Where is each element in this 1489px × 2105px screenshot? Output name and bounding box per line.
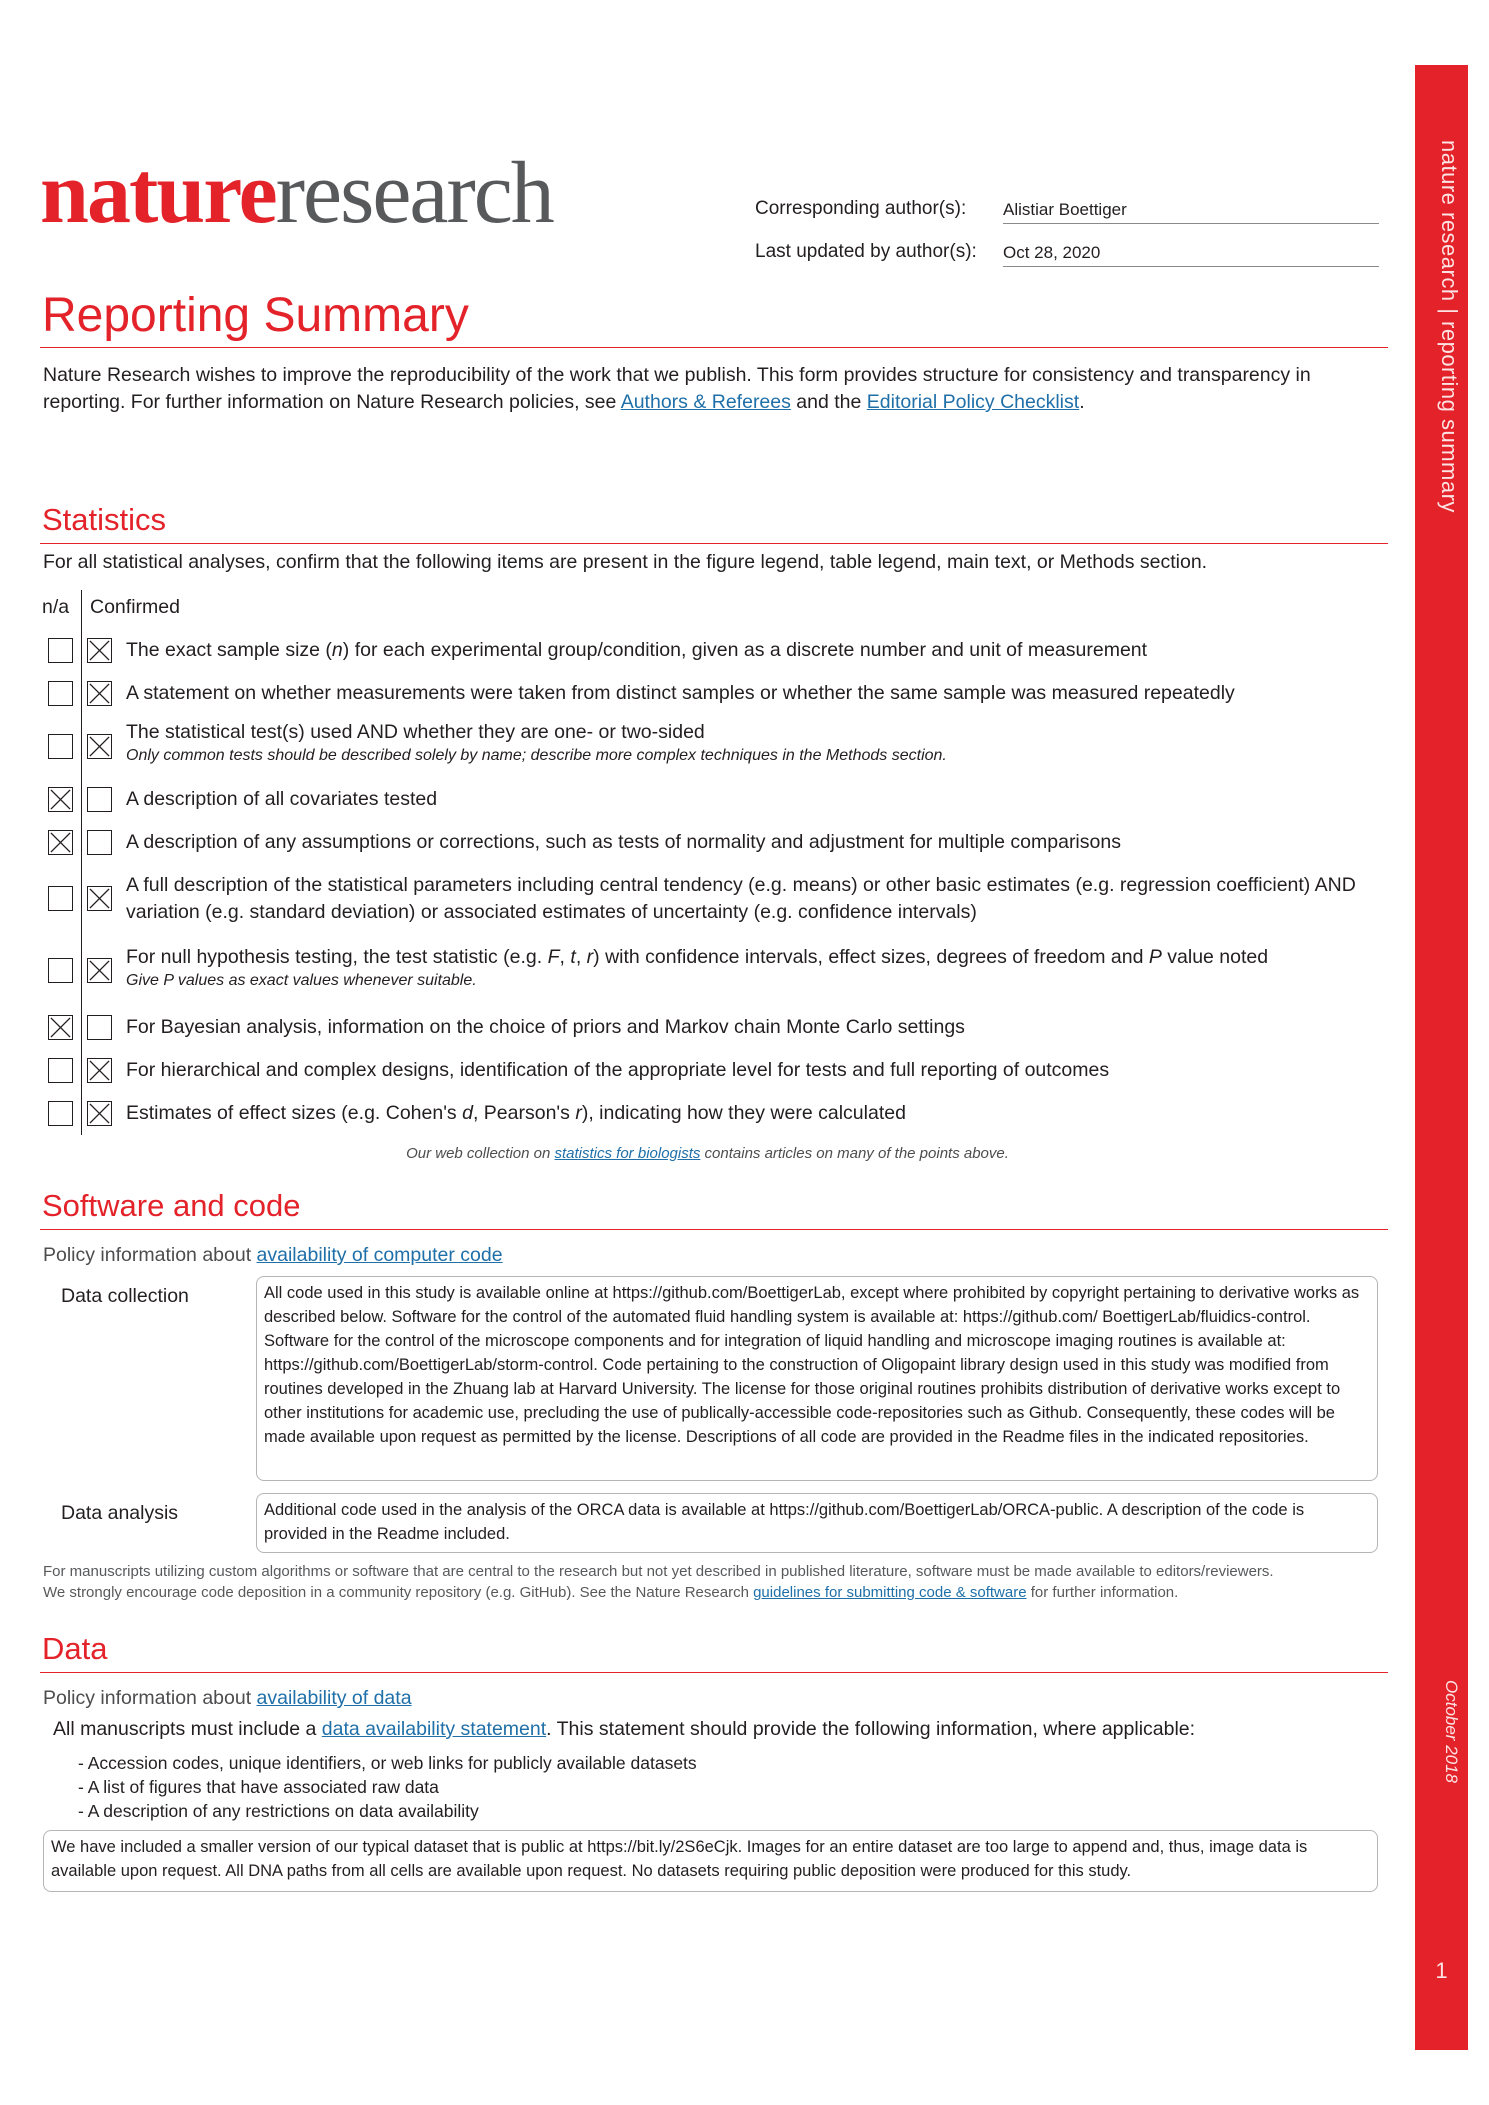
authors-referees-link[interactable]: Authors & Referees bbox=[620, 391, 791, 413]
confirmed-checkbox[interactable] bbox=[87, 734, 112, 759]
checklist-item: For hierarchical and complex designs, identification of the appropriate level for tests and full reporting of outcomes bbox=[126, 1059, 1110, 1081]
last-updated-label: Last updated by author(s): bbox=[755, 241, 977, 262]
column-na: n/a bbox=[42, 596, 70, 618]
checklist-item: A description of any assumptions or corrections, such as tests of normality and adjustment for multiple comparisons bbox=[126, 831, 1121, 853]
data-policy: Policy information about availability of data bbox=[43, 1687, 412, 1709]
confirmed-checkbox[interactable] bbox=[87, 681, 112, 706]
checklist-item: A full description of the statistical parameters including central tendency (e.g. means) or other basic estimates (e.g. regression coefficient) AND variation (e.g. standard deviation) or associated estimates of uncertainty (e.g. confidence intervals) bbox=[126, 874, 1356, 923]
data-divider bbox=[40, 1672, 1388, 1673]
na-checkbox[interactable] bbox=[48, 830, 73, 855]
page-title: Reporting Summary bbox=[42, 289, 469, 342]
confirmed-checkbox[interactable] bbox=[87, 958, 112, 983]
na-checkbox[interactable] bbox=[48, 734, 73, 759]
na-checkbox[interactable] bbox=[48, 886, 73, 911]
sidebar-title: nature research | reporting summary bbox=[1437, 140, 1462, 513]
code-guidelines-link[interactable]: guidelines for submitting code & software bbox=[753, 1584, 1027, 1601]
confirmed-checkbox[interactable] bbox=[87, 1058, 112, 1083]
software-footnote: For manuscripts utilizing custom algorithms or software that are central to the research but not yet described in published literature, software must be made available to editors/reviewers. We strongly encourage code deposition in a community repository (e.g. GitHub). See the Nature Research guidelines for submitting code & software for further information. bbox=[43, 1563, 1274, 1601]
checklist-item-note: Give P values as exact values whenever suitable. bbox=[126, 972, 477, 989]
data-availability-intro: All manuscripts must include a data availability statement. This statement should provide the following information, where applicable: bbox=[53, 1718, 1196, 1740]
checkmark-x-icon bbox=[49, 788, 72, 811]
data-availability-field[interactable]: We have included a smaller version of our typical dataset that is public at https://bit.ly/2S6eCjk. Images for an entire dataset are too large to append and, thus, image data is available upon request. All DNA paths from all cells are available upon request. No datasets requiring public deposition were produced for this study. bbox=[43, 1830, 1378, 1892]
checklist-item: For null hypothesis testing, the test statistic (e.g. F, t, r) with confidence intervals, effect sizes, degrees of freedom and P value noted Give P values as exact values whenever suitable. bbox=[126, 944, 1386, 991]
checkmark-x-icon bbox=[88, 639, 111, 662]
checklist-item: Estimates of effect sizes (e.g. Cohen's d, Pearson's r), indicating how they were calculated bbox=[126, 1102, 906, 1124]
na-checkbox[interactable] bbox=[48, 1058, 73, 1083]
na-checkbox[interactable] bbox=[48, 638, 73, 663]
software-heading: Software and code bbox=[42, 1188, 301, 1223]
data-bullet-item: - A list of figures that have associated raw data bbox=[78, 1777, 439, 1797]
confirmed-checkbox[interactable] bbox=[87, 787, 112, 812]
data-collection-field[interactable]: All code used in this study is available online at https://github.com/BoettigerLab, except where prohibited by copyright pertaining to derivative works as described below. Software for the control of the automated fluid handling system is available at: https://github.com/ BoettigerLab/fluidics-control. Software for the control of the microscope components and for integration of liquid handling and microscope imaging routines is available at: https://github.com/BoettigerLab/storm-control. Code pertaining to the construction of Oligopaint library design used in this study was modified from routines developed in the Zhuang lab at Harvard University. The license for those original routines prohibits distribution of derivative works except to other institutions for academic use, precluding the use of publically-accessible code-repositories such as Github. Consequently, these codes will be made available upon request as permitted by the license. Descriptions of all code are provided in the Readme files in the indicated repositories. bbox=[256, 1276, 1378, 1481]
na-checkbox[interactable] bbox=[48, 681, 73, 706]
checklist-item: The statistical test(s) used AND whether they are one- or two-sided Only common tests should be described solely by name; describe more complex techniques in the Methods section. bbox=[126, 719, 1386, 766]
software-policy: Policy information about availability of computer code bbox=[43, 1244, 503, 1266]
confirmed-checkbox[interactable] bbox=[87, 830, 112, 855]
sidebar-date: October 2018 bbox=[1442, 1680, 1461, 1784]
last-updated-field[interactable]: Oct 28, 2020 bbox=[1003, 243, 1379, 267]
statistics-divider bbox=[40, 543, 1388, 544]
checkmark-x-icon bbox=[88, 682, 111, 705]
checklist-column-divider bbox=[81, 590, 82, 1135]
data-analysis-field[interactable]: Additional code used in the analysis of the ORCA data is available at https://github.com/BoettigerLab/ORCA-public. A description of the code is provided in the Readme included. bbox=[256, 1493, 1378, 1553]
checklist-item: For Bayesian analysis, information on the choice of priors and Markov chain Monte Carlo settings bbox=[126, 1016, 965, 1038]
checkmark-x-icon bbox=[49, 831, 72, 854]
data-heading: Data bbox=[42, 1631, 108, 1666]
intro-paragraph: Nature Research wishes to improve the reproducibility of the work that we publish. This form provides structure for consistency and transparency in reporting. For further information on Nature Research policies, see Authors & Referees and the Editorial Policy Checklist. bbox=[43, 364, 1311, 413]
checklist-item: A description of all covariates tested bbox=[126, 788, 438, 810]
corresponding-author-field[interactable]: Alistiar Boettiger bbox=[1003, 200, 1379, 224]
na-checkbox[interactable] bbox=[48, 958, 73, 983]
title-divider bbox=[40, 347, 1388, 348]
statistics-heading: Statistics bbox=[42, 502, 167, 537]
checkmark-x-icon bbox=[88, 1059, 111, 1082]
data-collection-label: Data collection bbox=[61, 1285, 189, 1307]
na-checkbox[interactable] bbox=[48, 1015, 73, 1040]
checkmark-x-icon bbox=[49, 1016, 72, 1039]
data-availability-statement-link[interactable]: data availability statement bbox=[321, 1718, 547, 1740]
availability-of-code-link[interactable]: availability of computer code bbox=[256, 1244, 503, 1266]
column-confirmed: Confirmed bbox=[90, 596, 180, 618]
statistics-web-note: Our web collection on statistics for biologists contains articles on many of the points above. bbox=[406, 1145, 1009, 1162]
confirmed-checkbox[interactable] bbox=[87, 1101, 112, 1126]
confirmed-checkbox[interactable] bbox=[87, 1015, 112, 1040]
statistics-intro: For all statistical analyses, confirm that the following items are present in the figure legend, table legend, main text, or Methods section. bbox=[43, 551, 1208, 573]
data-bullet-item: - Accession codes, unique identifiers, or web links for publicly available datasets bbox=[78, 1753, 697, 1773]
software-divider bbox=[40, 1229, 1388, 1230]
checkmark-x-icon bbox=[88, 887, 111, 910]
confirmed-checkbox[interactable] bbox=[87, 638, 112, 663]
checklist-item: A statement on whether measurements were taken from distinct samples or whether the same sample was measured repeatedly bbox=[126, 682, 1235, 704]
checkmark-x-icon bbox=[88, 1102, 111, 1125]
confirmed-checkbox[interactable] bbox=[87, 886, 112, 911]
corresponding-author-label: Corresponding author(s): bbox=[755, 198, 967, 219]
statistics-for-biologists-link[interactable]: statistics for biologists bbox=[554, 1145, 701, 1162]
checkmark-x-icon bbox=[88, 959, 111, 982]
checkmark-x-icon bbox=[88, 735, 111, 758]
nature-research-logo: natureresearch bbox=[40, 145, 553, 242]
data-bullet-item: - A description of any restrictions on data availability bbox=[78, 1801, 479, 1821]
data-analysis-label: Data analysis bbox=[61, 1502, 179, 1524]
editorial-policy-link[interactable]: Editorial Policy Checklist bbox=[866, 391, 1080, 413]
na-checkbox[interactable] bbox=[48, 787, 73, 812]
availability-of-data-link[interactable]: availability of data bbox=[256, 1687, 412, 1709]
page-number: 1 bbox=[1435, 1958, 1448, 1983]
checklist-item: The exact sample size (n) for each experimental group/condition, given as a discrete number and unit of measurement bbox=[126, 639, 1148, 661]
na-checkbox[interactable] bbox=[48, 1101, 73, 1126]
checklist-item-note: Only common tests should be described solely by name; describe more complex techniques in the Methods section. bbox=[126, 747, 947, 764]
